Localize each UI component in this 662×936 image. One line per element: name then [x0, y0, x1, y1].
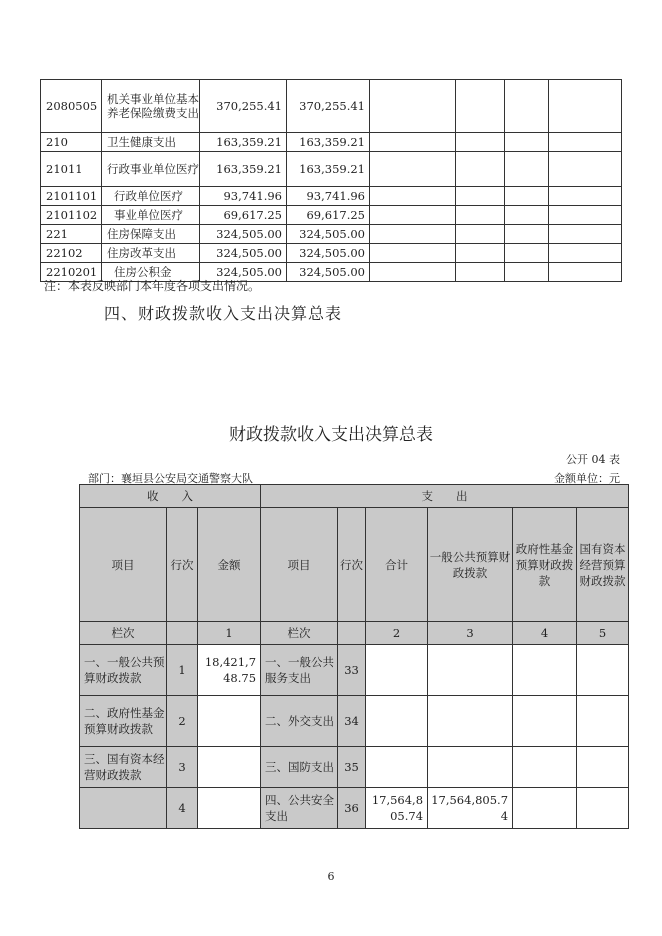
total-amount: 163,359.21 — [200, 152, 287, 187]
index-5: 5 — [577, 622, 629, 645]
expense-row-no: 33 — [338, 645, 366, 696]
subject-code: 21011 — [41, 152, 102, 187]
total-amount: 324,505.00 — [200, 263, 287, 282]
income-amount: 18,421,748.75 — [198, 645, 261, 696]
col-row-no: 行次 — [338, 508, 366, 622]
expense-item: 一、一般公共服务支出 — [261, 645, 338, 696]
income-amount — [198, 747, 261, 788]
expense-item: 二、外交支出 — [261, 696, 338, 747]
subject-name: 卫生健康支出 — [102, 133, 200, 152]
income-item: 一、一般公共预算财政拨款 — [80, 645, 167, 696]
index-label: 栏次 — [80, 622, 167, 645]
income-item: 二、政府性基金预算财政拨款 — [80, 696, 167, 747]
unit-label: 金额单位：元 — [554, 472, 620, 485]
income-row-no: 2 — [167, 696, 198, 747]
table-row — [80, 645, 629, 696]
subject-name: 住房保障支出 — [102, 225, 200, 244]
basic-amount: 324,505.00 — [287, 225, 370, 244]
col-amount: 金额 — [198, 508, 261, 622]
subject-name: 行政事业单位医疗 — [102, 152, 200, 187]
expense-row-no: 36 — [338, 788, 366, 829]
table-note: 注：本表反映部门本年度各项支出情况。 — [44, 279, 261, 293]
subject-name: 行政单位医疗 — [102, 187, 200, 206]
expense-header: 支 出 — [261, 485, 629, 508]
total-amount: 163,359.21 — [200, 133, 287, 152]
col-item: 项目 — [261, 508, 338, 622]
subject-code: 221 — [41, 225, 102, 244]
total-amount: 93,741.96 — [200, 187, 287, 206]
expense-total — [366, 696, 428, 747]
subject-code: 2080505 — [41, 80, 102, 133]
index-2: 2 — [366, 622, 428, 645]
index-3: 3 — [428, 622, 513, 645]
expense-gov-fund — [513, 788, 577, 829]
table-row — [41, 225, 622, 244]
income-amount — [198, 788, 261, 829]
page-number: 6 — [327, 870, 335, 883]
index-4: 4 — [513, 622, 577, 645]
table-title: 财政拨款收入支出决算总表 — [229, 425, 433, 445]
income-row-no: 4 — [167, 788, 198, 829]
income-row-no: 1 — [167, 645, 198, 696]
expense-total — [366, 747, 428, 788]
income-header: 收 入 — [80, 485, 261, 508]
income-item — [80, 788, 167, 829]
table-row — [41, 187, 622, 206]
col-gov-fund: 政府性基金预算财政拨款 — [513, 508, 577, 622]
expense-gov-fund — [513, 696, 577, 747]
section-heading: 四、财政拨款收入支出决算总表 — [104, 304, 343, 323]
income-item: 三、国有资本经营财政拨款 — [80, 747, 167, 788]
subject-code: 2101101 — [41, 187, 102, 206]
index-label: 栏次 — [261, 622, 338, 645]
subject-code: 2101102 — [41, 206, 102, 225]
income-row-no: 3 — [167, 747, 198, 788]
index-1: 1 — [198, 622, 261, 645]
subject-name: 住房公积金 — [102, 263, 200, 282]
basic-amount: 370,255.41 — [287, 80, 370, 133]
expense-row-no: 34 — [338, 696, 366, 747]
table-row — [41, 133, 622, 152]
expenditure-detail-table — [40, 79, 622, 282]
table-row — [80, 696, 629, 747]
expense-item: 四、公共安全支出 — [261, 788, 338, 829]
subject-code: 22102 — [41, 244, 102, 263]
expense-state-capital — [577, 747, 629, 788]
total-amount: 69,617.25 — [200, 206, 287, 225]
form-code: 公开 04 表 — [566, 453, 620, 466]
expense-state-capital — [577, 696, 629, 747]
expense-total: 17,564,805.74 — [366, 788, 428, 829]
subject-name: 机关事业单位基本养老保险缴费支出 — [102, 80, 200, 133]
expense-item: 三、国防支出 — [261, 747, 338, 788]
expense-total — [366, 645, 428, 696]
table-row — [80, 747, 629, 788]
expense-general: 17,564,805.74 — [428, 788, 513, 829]
col-total: 合计 — [366, 508, 428, 622]
expense-general — [428, 747, 513, 788]
subject-name: 事业单位医疗 — [102, 206, 200, 225]
expense-state-capital — [577, 645, 629, 696]
basic-amount: 163,359.21 — [287, 152, 370, 187]
col-state-capital: 国有资本经营预算财政拨款 — [577, 508, 629, 622]
expense-gov-fund — [513, 645, 577, 696]
total-amount: 324,505.00 — [200, 244, 287, 263]
table-row — [80, 788, 629, 829]
basic-amount: 324,505.00 — [287, 263, 370, 282]
expense-general — [428, 645, 513, 696]
expense-row-no: 35 — [338, 747, 366, 788]
total-amount: 324,505.00 — [200, 225, 287, 244]
table-row — [41, 152, 622, 187]
expense-state-capital — [577, 788, 629, 829]
subject-code: 210 — [41, 133, 102, 152]
basic-amount: 69,617.25 — [287, 206, 370, 225]
subject-code: 2210201 — [41, 263, 102, 282]
table-row — [41, 244, 622, 263]
subject-name: 住房改革支出 — [102, 244, 200, 263]
table-row — [41, 80, 622, 133]
basic-amount: 163,359.21 — [287, 133, 370, 152]
expense-general — [428, 696, 513, 747]
income-amount — [198, 696, 261, 747]
col-row-no: 行次 — [167, 508, 198, 622]
fiscal-summary-table — [79, 484, 629, 829]
department-label: 部门：襄垣县公安局交通警察大队 — [88, 472, 253, 485]
table-row — [41, 206, 622, 225]
expense-gov-fund — [513, 747, 577, 788]
basic-amount: 324,505.00 — [287, 244, 370, 263]
col-item: 项目 — [80, 508, 167, 622]
total-amount: 370,255.41 — [200, 80, 287, 133]
col-general-budget: 一般公共预算财政拨款 — [428, 508, 513, 622]
basic-amount: 93,741.96 — [287, 187, 370, 206]
